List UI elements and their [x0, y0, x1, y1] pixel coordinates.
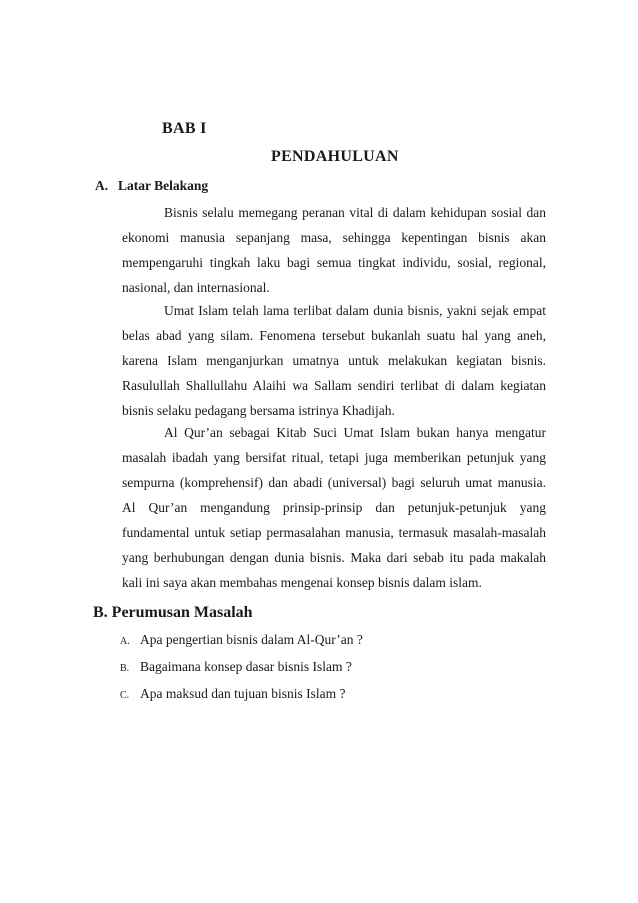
- list-item: [120, 681, 363, 708]
- section-a-label: A.: [95, 178, 109, 193]
- list-marker: C.: [120, 690, 130, 701]
- problem-list: [120, 627, 363, 708]
- list-item-text: Apa maksud dan tujuan bisnis Islam ?: [140, 686, 346, 701]
- list-marker: B.: [120, 663, 130, 674]
- list-item-text: Apa pengertian bisnis dalam Al-Qur’an ?: [140, 632, 363, 647]
- list-item: [120, 654, 363, 681]
- section-b-heading: B. Perumusan Masalah: [93, 604, 253, 621]
- section-a-title: Latar Belakang: [118, 178, 209, 193]
- list-marker: A.: [120, 636, 130, 647]
- list-item: [120, 627, 363, 654]
- paragraph-3: Al Qur’an sebagai Kitab Suci Umat Islam bukan hanya mengatur masalah ibadah yang bersifat ritual, tetapi juga memberikan petunjuk yang sempurna (komprehensif) dan abadi (universal) bagi seluruh umat manusia. Al Qur’an mengandung prinsip-prinsip dan petunjuk-petunjuk yang fundamental untuk setiap permasalahan manusia, termasuk masalah-masalah yang berhubungan dengan dunia bisnis. Maka dari sebab itu pada makalah kali ini saya akan membahas mengenai konsep bisnis dalam islam.: [122, 425, 546, 590]
- chapter-title: PENDAHULUAN: [271, 148, 399, 165]
- list-item-text: Bagaimana konsep dasar bisnis Islam ?: [140, 659, 352, 674]
- paragraph-2: Umat Islam telah lama terlibat dalam dunia bisnis, yakni sejak empat belas abad yang silam. Fenomena tersebut bukanlah suatu hal yang aneh, karena Islam menganjurkan umatnya untuk melakukan kegiatan bisnis. Rasulullah Shallullahu Alaihi wa Sallam sendiri terlibat di dalam kegiatan bisnis selaku pedagang bersama istrinya Khadijah.: [122, 303, 546, 418]
- paragraph-1: Bisnis selalu memegang peranan vital di dalam kehidupan sosial dan ekonomi manusia sepanjang masa, sehingga kepentingan bisnis akan mempengaruhi tingkah laku bagi semua tingkat individu, sosial, regional, nasional, dan internasional.: [122, 205, 546, 295]
- section-a-heading: [95, 178, 208, 194]
- chapter-number: BAB I: [162, 120, 207, 137]
